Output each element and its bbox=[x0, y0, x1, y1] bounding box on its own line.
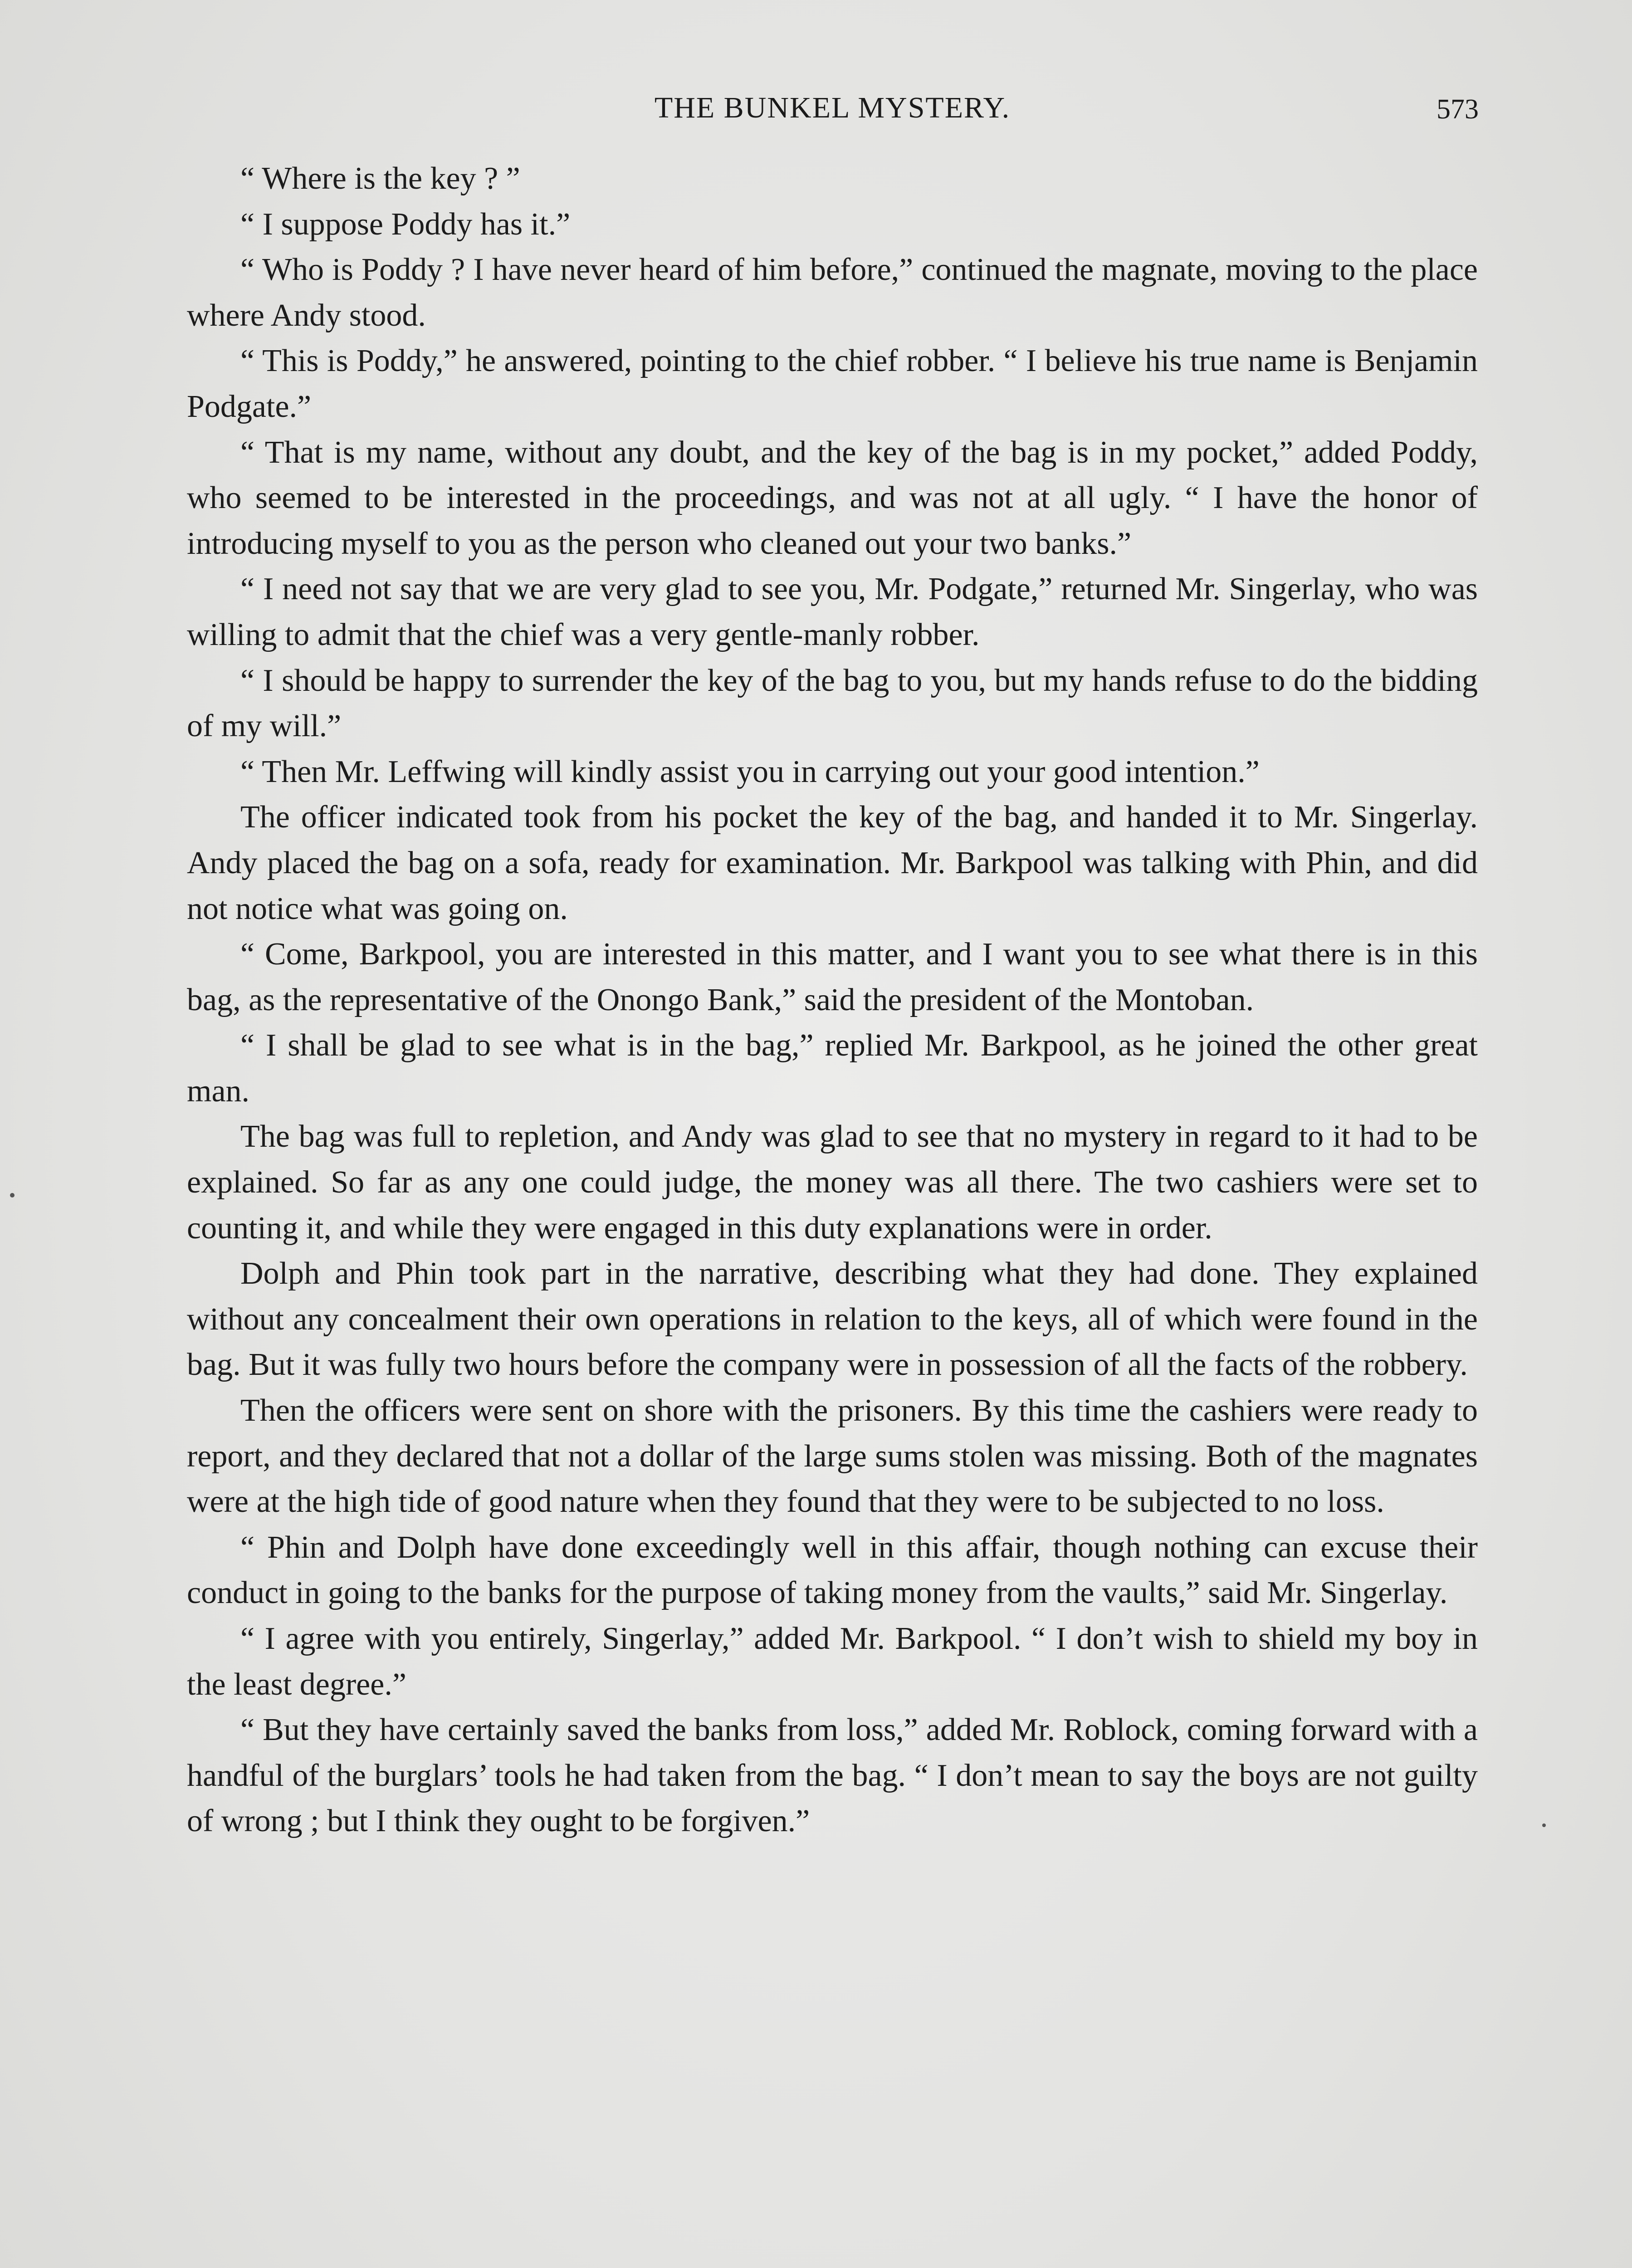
paragraph: Dolph and Phin took part in the narrative, describing what they had done. They explained without any concealment their own operations in relation to the keys, all of which were found in the bag. But it was fully two hours before the company were in possession of all the facts of the robbery. bbox=[187, 1256, 1478, 1383]
paragraph: “ But they have certainly saved the banks from loss,” added Mr. Roblock, coming forward with a handful of the burglars’ tools he had taken from the bag. “ I don’t mean to say the boys are not guilty of wrong ; but I think they ought to be forgiven.” bbox=[187, 1712, 1478, 1839]
paragraph: “ I agree with you entirely, Singerlay,” added Mr. Barkpool. “ I don’t wish to shield my boy in the least degree.” bbox=[187, 1621, 1478, 1702]
paragraph: “ Then Mr. Leffwing will kindly assist you in carrying out your good intention.” bbox=[240, 754, 1260, 789]
paragraph: “ Phin and Dolph have done exceedingly well in this affair, though nothing can excuse their conduct in going to the banks for the purpose of taking money from the vaults,” said Mr. Singerlay. bbox=[187, 1530, 1478, 1611]
paragraph: Then the officers were sent on shore with the prisoners. By this time the cashiers were ready to report, and they declared that not a dollar of the large sums stolen was missing. Both of the magnates were at the high tide of good nature when they found that they were to be subjected to no loss. bbox=[187, 1393, 1478, 1520]
paragraph: “ Come, Barkpool, you are interested in this matter, and I want you to see what there is in this bag, as the representative of the Onongo Bank,” said the president of the Montoban. bbox=[187, 937, 1478, 1017]
paragraph: The officer indicated took from his pocket the key of the bag, and handed it to Mr. Singerlay. Andy placed the bag on a sofa, ready for examination. Mr. Barkpool was talking with Phin, and did not notice what was going on. bbox=[187, 800, 1478, 926]
paragraph: “ I should be happy to surrender the key of the bag to you, but my hands refuse to do the bidding of my will.” bbox=[187, 663, 1478, 744]
page-header bbox=[186, 91, 1479, 132]
paper-speck bbox=[10, 1193, 15, 1198]
paragraph: “ I shall be glad to see what is in the bag,” replied Mr. Barkpool, as he joined the other great man. bbox=[187, 1028, 1478, 1109]
story-text bbox=[187, 156, 1478, 1844]
paragraph: “ I need not say that we are very glad to see you, Mr. Podgate,” returned Mr. Singerlay, who was willing to admit that the chief was a very gentle-manly robber. bbox=[187, 572, 1478, 652]
paragraph: “ Who is Poddy ? I have never heard of him before,” continued the magnate, moving to the place where Andy stood. bbox=[187, 252, 1478, 333]
paragraph: “ This is Poddy,” he answered, pointing to the chief robber. “ I believe his true name is Benjamin Podgate.” bbox=[187, 343, 1478, 424]
running-title: THE BUNKEL MYSTERY. bbox=[654, 91, 1011, 124]
paragraph: The bag was full to repletion, and Andy was glad to see that no mystery in regard to it had to be explained. So far as any one could judge, the money was all there. The two cashiers were set to counting it, and while they were engaged in this duty explanations were in order. bbox=[187, 1119, 1478, 1246]
paragraph: “ That is my name, without any doubt, and the key of the bag is in my pocket,” added Poddy, who seemed to be interested in the proceedings, and was not at all ugly. “ I have the honor of introducing myself to you as the person who cleaned out your two banks.” bbox=[187, 435, 1478, 561]
page-number: 573 bbox=[1437, 94, 1479, 125]
paper-speck bbox=[1542, 1823, 1546, 1827]
paragraph: “ I suppose Poddy has it.” bbox=[240, 206, 571, 242]
paragraph: “ Where is the key ? ” bbox=[240, 161, 520, 196]
